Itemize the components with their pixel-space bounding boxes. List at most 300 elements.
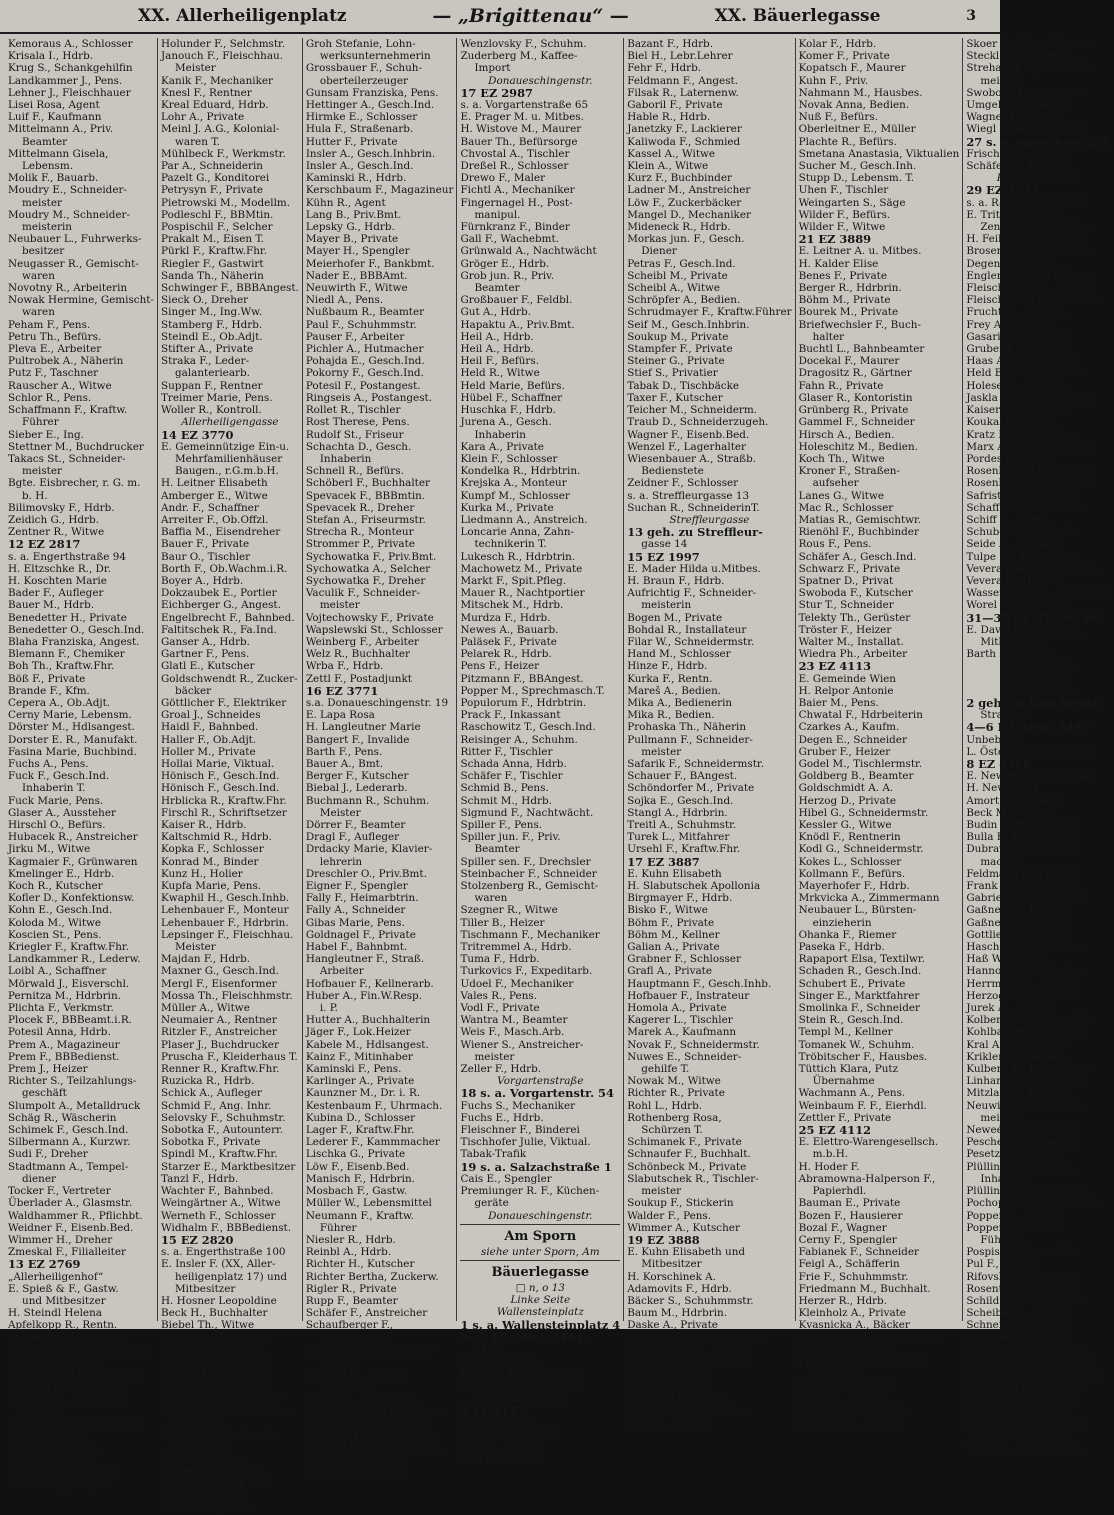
entry-continuation: Inhaberin [319, 1380, 372, 1393]
resident-entry: Gasarik M., Private [966, 330, 1069, 343]
entry-continuation: meister [641, 1185, 682, 1198]
resident-entry: Kupfa Marie, Pens. [161, 880, 262, 893]
resident-entry: Fahn R., Private [798, 379, 884, 392]
resident-entry: Bilimovsky F., Hdrb. [8, 501, 115, 514]
resident-entry: Schröpfer A., Bedien. [627, 294, 741, 307]
resident-entry: Premiunger R. F., Küchen- [460, 1185, 600, 1198]
resident-entry: Schubert E., Private [798, 977, 906, 990]
resident-entry: Rifovsky M., Lagerist [966, 1270, 1079, 1283]
resident-entry: Wenzlovsky F., Schuhm. [460, 38, 587, 50]
resident-entry: Friedmann M., Buchhalt. [798, 1282, 931, 1295]
resident-entry: Pullmann F., Schneider- [627, 733, 753, 746]
resident-entry: Haß W., Privat [966, 953, 1043, 966]
resident-entry: Mareš A., Bedien. [627, 684, 722, 697]
resident-entry: Kriegler F., Kraftw.Fhr. [8, 941, 130, 954]
resident-entry: Grünberg R., Private [798, 404, 909, 417]
entry-continuation: Straße 1 [980, 709, 1026, 722]
resident-entry: Gruber F., Heizer [798, 745, 891, 758]
page-header [0, 0, 1000, 34]
entry-continuation: Inhaberin [319, 452, 372, 465]
resident-entry: Degen E., Schneider [798, 733, 907, 746]
resident-entry: Pordes R., Witwe [966, 452, 1057, 465]
resident-entry: Spiller F., Pens. [460, 819, 543, 831]
resident-entry: Gammel F., Schneider [798, 416, 915, 429]
column-2 [157, 38, 302, 1515]
resident-entry: Holeschitz M., Bedien. [798, 440, 918, 453]
resident-entry: Smolinka F., Schneider [798, 1002, 920, 1015]
entry-continuation: Inhaberin [175, 1441, 227, 1454]
resident-entry: Populorum F., Hdrbtrin. [460, 696, 587, 709]
resident-entry: Wenzel F., Lagerhalter [627, 440, 746, 453]
resident-entry: Lohr A., Private [161, 111, 245, 124]
resident-entry: Prem J., Heizer [8, 1063, 88, 1076]
resident-entry: Foltenbauer A., Bedien. [627, 1343, 752, 1356]
resident-entry: Jurena A., Gesch. [460, 416, 552, 429]
resident-entry: Amort R., Arbeiter [966, 794, 1064, 807]
cross-street-label: Donaueschingenstr. [488, 74, 593, 87]
resident-entry: Filar W., Schneidermstr. [627, 635, 755, 648]
resident-entry: Berger F., Kutscher [305, 770, 409, 783]
resident-entry: Prakalt M., Eisen T. [161, 233, 265, 246]
resident-entry: E. Prager M. u. Mitbes. [460, 111, 584, 124]
resident-entry: Bauer F., Private [161, 538, 250, 551]
resident-entry: Bauer M., Hdrb. [8, 599, 95, 612]
resident-entry: Burgkardt H., Angestellt. [8, 1368, 142, 1381]
resident-entry: Weltz H., Hochangest. [966, 1441, 1084, 1454]
resident-entry: Szegner R., Witwe [460, 904, 558, 917]
resident-entry: Kanik F., Mechaniker [161, 74, 273, 87]
resident-entry: Koch Th., Witwe [798, 452, 885, 465]
resident-entry: Groh Stefanie, Lohn- [305, 38, 416, 50]
resident-entry: Widhalm F., BBBedienst. [161, 1221, 292, 1234]
resident-entry: Holeset A., Bedien. [966, 379, 1068, 392]
entry-continuation: heiligenplatz 17) und [175, 1270, 288, 1283]
resident-entry: Moudry E., Schneider- [8, 184, 127, 197]
resident-entry: Koscien St., Pens. [8, 928, 102, 941]
resident-entry: Bozen F., Hausierer [798, 1209, 903, 1222]
resident-entry: Vales R., Pens. [460, 989, 538, 1002]
resident-entry: Insler A., Gesch.Inhbrin. [305, 147, 436, 160]
resident-entry: Kolberger R., Schneider [966, 1014, 1094, 1027]
resident-entry: Engler O., Relig.Lehrer [966, 269, 1090, 282]
resident-entry: Dreschler O., Priv.Bmt. [305, 867, 427, 880]
resident-entry: Dragositz R., Gärtner [798, 367, 912, 380]
resident-entry: Weinbaum F. F., Eierhdl. [798, 1099, 927, 1112]
resident-entry: Schäfer A., Friseur [966, 160, 1067, 173]
resident-entry: Popper M., Sprechmasch.T. [460, 684, 605, 697]
entry-continuation: Import [474, 62, 511, 75]
resident-entry: Haschek F., Schneider [966, 941, 1085, 954]
entry-continuation: geschäft [22, 1087, 67, 1100]
resident-entry: Kawaller R., Hdrb. [627, 1392, 726, 1405]
resident-entry: Benes F., Private [798, 269, 888, 282]
resident-entry: Benedetter H., Private [8, 611, 127, 624]
resident-entry: Schram E., Gesch. [305, 1368, 403, 1381]
resident-entry: Gaboril F., Private [627, 99, 723, 112]
resident-entry: Mika A., Bedienerin [627, 696, 733, 709]
entry-continuation: Führer [22, 416, 59, 429]
resident-entry: Novotny R., Arbeiterin [8, 282, 128, 295]
resident-entry: Gottlieb B., Private [966, 928, 1068, 941]
resident-entry: Herzog D., Private [798, 794, 896, 807]
resident-entry: Lepsinger F., Fleischhau. [161, 928, 294, 941]
resident-entry: Raschowitz T., Gesch.Ind. [460, 721, 596, 734]
resident-entry: E. Lapa Rosa [305, 709, 375, 722]
column-4 [456, 38, 623, 1465]
resident-entry: Ruzicka R., Hdrb. [161, 1075, 255, 1088]
resident-entry: Fuchs A., Pens. [8, 757, 89, 770]
resident-entry: Sigmund F., Nachtwächt. [460, 806, 594, 819]
resident-entry: Molik F., Bauarb. [8, 172, 99, 185]
resident-entry: Schaufberger F., [305, 1319, 394, 1332]
resident-entry: Straka F., Leder- [161, 355, 250, 368]
entry-continuation: waren [22, 269, 55, 282]
resident-entry: Vevera F., Tischler [966, 574, 1064, 587]
resident-entry: Stefan A., Friseurmstr. [305, 513, 426, 526]
resident-entry: Spatner D., Privat [798, 574, 894, 587]
resident-entry: Held R., Witwe [460, 367, 540, 380]
entry-continuation: Fleischhauer [319, 1331, 389, 1344]
resident-entry: Koch R., Kutscher [8, 880, 103, 893]
resident-entry: Pais W., Buchm. [460, 1440, 544, 1453]
resident-entry: Neubauer L., Fuhrwerks- [8, 233, 142, 246]
resident-entry: Biel H., Lebr.Lehrer [627, 50, 733, 63]
resident-entry: Grünwald A., Nachtwächt [460, 245, 597, 258]
entry-continuation: aufseher [812, 477, 859, 490]
resident-entry: H. Eltzschke R., Dr. [8, 562, 112, 575]
resident-entry: Tröster F., Heizer [798, 623, 892, 636]
resident-entry: Selovsky F., Schuhmstr. [161, 1111, 286, 1124]
resident-entry: E. Gemeinde Wien [798, 672, 897, 685]
resident-entry: Walder F., Pens. [627, 1209, 712, 1222]
resident-entry: Wagner F., Eisenb.Bed. [627, 428, 750, 441]
resident-entry: Rauscher A., Witwe [8, 379, 112, 392]
resident-entry: Neumann F., Kraftw. [305, 1209, 414, 1222]
resident-entry: Plachte R., Befürs. [798, 135, 897, 148]
resident-entry: E. Kuhn Elisabeth [627, 867, 722, 880]
entry-continuation: i. P. [319, 1002, 338, 1015]
resident-entry: Knödl F., Rentnerin [798, 831, 901, 844]
resident-entry: Kubina D., Schlosser [305, 1111, 416, 1124]
resident-entry: Sellinger G., Schlosser [305, 1416, 426, 1429]
resident-entry: Sieber E., Ing. [8, 428, 84, 441]
resident-entry: Thonert F., Tischler [966, 1429, 1070, 1442]
resident-entry: Putz F., Taschner [8, 367, 99, 380]
cross-street-label: □ n, o 13 [515, 1281, 565, 1294]
resident-entry: Kühn R., Agent [305, 196, 386, 209]
resident-entry: Wachter F., Bahnbed. [161, 1185, 274, 1198]
resident-entry: H. Koschten Marie [8, 574, 107, 587]
resident-entry: Kassel A., Witwe [627, 147, 716, 160]
resident-entry: Swoboda P., Schneider [966, 1416, 1086, 1429]
resident-entry: s. a. Vorgartenstraße 65 [460, 99, 589, 112]
resident-entry: Kuhn F., Priv. [798, 74, 869, 87]
entry-continuation: meister [474, 1050, 515, 1063]
street-section-title: Bäuerlegasse [491, 1264, 590, 1280]
resident-entry: Dragl F., Aufleger [305, 831, 400, 844]
resident-entry: Unbebaut [966, 733, 1019, 746]
resident-entry: Stangl A., Hdrbrin. [627, 806, 728, 819]
resident-entry: Peschek F., Bürochef [966, 1136, 1077, 1149]
house-number-entry: 12 EZ 2817 [8, 537, 81, 552]
resident-entry: Sychowatka A., Selcher [305, 562, 431, 575]
resident-entry: Vaculik F., Schneider- [305, 587, 420, 600]
entry-continuation: einzieherin [812, 916, 872, 929]
resident-entry: Rous F., Pens. [798, 538, 872, 551]
resident-entry: Neweény R., Beamtin [966, 1124, 1081, 1137]
resident-entry: Fürnkranz F., Binder [460, 221, 570, 234]
resident-entry: Swoboda F., Kürschner [966, 86, 1088, 99]
entry-continuation: waren [22, 306, 55, 319]
resident-entry: Erti R., Kellner [161, 1453, 241, 1466]
resident-entry: Petrysyn F., Private [161, 184, 264, 197]
resident-entry: Podleschl F., BBMtin. [161, 208, 274, 221]
resident-entry: Mika R., Bedien. [627, 709, 715, 722]
resident-entry: Scheibl A., Witwe [627, 282, 721, 295]
resident-entry: Pichler A., Witwe [798, 1343, 890, 1356]
resident-entry: Schrudmayer F., Kraftw.Führer [627, 306, 792, 319]
resident-entry: Swoboda F., Kutscher [798, 587, 913, 600]
resident-entry: Grabner F., Schlosser [627, 953, 741, 966]
resident-entry: Schlor R., Pens. [8, 391, 92, 404]
resident-entry: Degen R., Witwe [966, 257, 1055, 270]
resident-entry: Treitl A., Schuhmstr. [627, 819, 737, 831]
resident-entry: Homola A., Private [627, 1002, 727, 1015]
resident-entry: Peham F., Pens. [8, 318, 91, 331]
resident-entry: Benedetter O., Gesch.Ind. [8, 623, 145, 636]
resident-entry: Rapaport Elsa, Textilwr. [798, 953, 926, 966]
resident-entry: Stampfer F., Private [627, 343, 733, 356]
resident-entry: Hannold F., Hdrbeiter [966, 965, 1083, 978]
resident-entry: H. Korschinek A. [627, 1270, 716, 1283]
resident-entry: Schäg R., Wäscherin [8, 1111, 117, 1124]
house-number-entry: 29 EZ 1533 [966, 183, 1039, 198]
resident-entry: Tuma F., Hdrb. [460, 953, 540, 966]
resident-entry: Pokorny F., Gesch.Ind. [305, 367, 424, 380]
resident-entry: Bauer A., Bmt. [305, 757, 384, 770]
resident-entry: Hofbauer F., Instrateur [627, 989, 750, 1002]
house-number-entry: 19 s. a. Salzachstraße 1 [460, 1159, 612, 1174]
resident-entry: Wimmer A., Kutscher [627, 1221, 740, 1234]
entry-continuation: bäcker [175, 684, 212, 697]
resident-entry: Wiedra Ph., Arbeiter [798, 648, 908, 661]
resident-entry: Heil F., Befürs. [460, 355, 540, 368]
resident-entry: Silbermann A., Kurzwr. [8, 1136, 131, 1149]
resident-entry: Kagerer L., Tischler [627, 1014, 733, 1027]
resident-entry: Pultrobek A., Näherin [8, 355, 124, 368]
entry-continuation: Papierhdl. [812, 1185, 867, 1198]
resident-entry: Hapaktu A., Priv.Bmt. [460, 318, 575, 331]
resident-entry: Kabele M., Hdlsangest. [305, 1038, 429, 1051]
resident-entry: Steinbacher F., Schneider [460, 867, 597, 880]
resident-entry: Pais F., Tischler [460, 1452, 544, 1465]
house-number-entry: 2 geh. zu Karl Meißl- [966, 695, 1102, 710]
entry-continuation: manipul. [474, 208, 521, 221]
resident-entry: Böhm M., Kellner [627, 928, 720, 941]
entry-continuation: meisterin [22, 221, 72, 234]
resident-entry: Wachmann A., Pens. [798, 1087, 906, 1100]
resident-entry: Brande F., Kfm. [8, 684, 90, 697]
resident-entry: E. Neweény Magdalena [966, 770, 1092, 783]
resident-entry: Barth F., Pens. [305, 745, 383, 758]
resident-entry: Vodl F., Private [460, 1002, 540, 1015]
resident-entry: Plocek F., BBBeamt.i.R. [8, 1014, 132, 1027]
resident-entry: Göttlicher St., Gastwirt [627, 1355, 751, 1368]
resident-entry: Plüllinger S., Kontorist [966, 1185, 1087, 1198]
resident-entry: Hable R., Hdrb. [627, 111, 711, 124]
resident-entry: Kagmaier F., Grünwaren [8, 855, 138, 868]
resident-entry: Mayer H., Spengler [305, 245, 410, 258]
resident-entry: Welz R., Buchhalter [305, 648, 410, 661]
resident-entry: Dubravsky F., Schuh- [966, 843, 1078, 856]
resident-entry: Sobotka F., Autounterr. [161, 1124, 284, 1137]
resident-entry: Richter H., Kutscher [305, 1258, 415, 1271]
resident-entry: Gröger E., Hdrb. [460, 257, 550, 270]
resident-entry: Ritter F., Tischler [460, 745, 553, 758]
resident-entry: Mergl F., Eisenformer [161, 977, 277, 990]
resident-entry: H. Slabutschek Apollonia [627, 880, 761, 893]
resident-entry: Abramowna-Halperson F., [798, 1172, 936, 1185]
resident-entry: Drewo F., Maler [460, 172, 546, 185]
resident-entry: Nuwes E., Schneider- [627, 1050, 742, 1063]
resident-entry: Walter M., Installat. [798, 635, 904, 648]
resident-entry: Traub D., Schneiderzugeh. [627, 416, 769, 429]
entry-continuation: geräte [474, 1197, 509, 1210]
resident-entry: Steckl F., Pflasterer [966, 50, 1070, 63]
resident-entry: Murdza F., Hdrb. [460, 611, 551, 624]
resident-entry: Gut A., Hdrb. [460, 306, 531, 319]
resident-entry: Rettinger Emilie, Buch- [460, 1379, 585, 1392]
house-number-entry: 3—7 EZ 2493, 2494, [460, 1329, 588, 1344]
resident-entry: Kaliwoda F., Schmied [627, 135, 741, 148]
resident-entry: Mitzlaff R., Private [966, 1087, 1066, 1100]
resident-entry: Mitschek M., Hdrb. [460, 599, 564, 612]
cross-street-label: Streffleurgasse [669, 513, 750, 526]
resident-entry: Kreal Eduard, Hdrb. [161, 99, 269, 112]
entry-continuation: Schürzen T. [641, 1124, 703, 1137]
resident-entry: Steindl E., Ob.Adjt. [161, 330, 263, 343]
resident-entry: Kurz F., Buchbinder [627, 172, 732, 185]
resident-entry: Fleischmann R., Kutscher [966, 294, 1102, 307]
resident-entry: Frie F., Schuhmmstr. [798, 1270, 909, 1283]
resident-entry: Renner R., Kraftw.Fhr. [161, 1063, 280, 1076]
resident-entry: Majdan F., Hdrb. [161, 953, 251, 966]
entry-continuation: diener [22, 1172, 56, 1185]
house-number-entry: 25 EZ 4112 [798, 1123, 872, 1138]
house-number-entry: 17 EZ 3887 [627, 854, 700, 869]
resident-entry: Bisko F., Witwe [627, 904, 708, 917]
resident-entry: Weingarten S., Säge [798, 196, 906, 209]
resident-entry: Klein A., Witwe [627, 160, 709, 173]
resident-entry: H. Boyd F., Witwe [460, 1428, 555, 1441]
resident-entry: Mittelmann A., Priv. [8, 123, 114, 136]
resident-entry: Huber A., Fin.W.Resp. [305, 989, 423, 1002]
resident-entry: Kondelka R., Hdrbtrin. [460, 465, 581, 478]
resident-entry: Krisala I., Hdrb. [8, 50, 94, 63]
resident-entry: Burger F., Schneider [161, 1368, 271, 1381]
resident-entry: Kuhl R., Private [627, 1416, 711, 1429]
resident-entry: Buchmann R., Schuhm. [305, 794, 430, 807]
entry-continuation: lehrerin [319, 855, 363, 868]
resident-entry: Rupp F., Beamter [305, 1294, 398, 1307]
entry-continuation: binderarbeiterin [474, 1391, 562, 1404]
resident-entry: Strommer P., Private [305, 538, 415, 551]
resident-entry: Haller F., Ob.Adjt. [161, 733, 257, 746]
resident-entry: Jaskla A., Schuhmacher [966, 391, 1092, 404]
resident-entry: Spendhofer R., Anstreich. [966, 1368, 1103, 1381]
resident-entry: Gaßner R., Tischler [966, 916, 1070, 929]
resident-entry: Zacek A., Büglerin [305, 1465, 404, 1478]
resident-entry: Habel F., Bahnbmt. [305, 941, 408, 954]
resident-entry: Baffia M., Eisendreher [161, 526, 281, 539]
resident-entry: Bohdal R., Installateur [627, 623, 747, 636]
resident-entry: H. Neweény J. [966, 782, 1041, 795]
resident-entry: Schmid F., Ang. Inhr. [161, 1099, 272, 1112]
resident-entry: Taxer F., Kutscher [627, 391, 723, 404]
resident-entry: Ohanka F., Riemer [798, 928, 897, 941]
resident-entry: Blaschke B., Witwe [161, 1343, 263, 1356]
resident-entry: Bgte. Eisbrecher, r. G. m. [8, 477, 141, 490]
resident-entry: Steiner G., Private [627, 355, 725, 368]
resident-entry: Schöm R., Gesch.Ind. [305, 1392, 419, 1405]
resident-entry: Stein R., Gesch.Ind. [798, 1014, 904, 1027]
entry-continuation: Meister [175, 941, 216, 954]
resident-entry: Feigl A., Schäfferin [798, 1258, 900, 1271]
resident-entry: Fuck F., Gesch.Ind. [8, 770, 110, 783]
resident-entry: Schild R., Anstreicher [966, 1294, 1083, 1307]
resident-entry: Reinbl A., Hdrb. [305, 1246, 392, 1259]
entry-continuation: Inhaberin [980, 1172, 1032, 1185]
resident-entry: Fichtl A., Mechaniker [460, 184, 575, 197]
resident-entry: Kaminski R., Hdrb. [305, 172, 407, 185]
resident-entry: Lehenbauer F., Hdrbrin. [161, 916, 289, 929]
entry-continuation: meister [22, 196, 62, 209]
resident-entry: Lepsky G., Hdrb. [305, 221, 395, 234]
resident-entry: H. Leitner Elisabeth [161, 477, 268, 490]
resident-entry: Pens F., Heizer [460, 660, 540, 673]
resident-entry: Zeidich G., Hdrb. [8, 513, 99, 526]
resident-entry: Koloda M., Witwe [8, 916, 102, 929]
resident-entry: Waldhammer R., Pflichbt. [8, 1209, 143, 1222]
resident-entry: Schneider L., Pens. [966, 1319, 1068, 1332]
resident-entry: Haas A., Hdrbeiterin [966, 355, 1076, 368]
resident-entry: Hubacek R., Anstreicher [8, 831, 138, 844]
resident-entry: Kestenbaum F., Uhrmach. [305, 1099, 443, 1112]
resident-entry: Schaden R., Gesch.Ind. [798, 965, 922, 978]
resident-entry: Bangert F., Invalide [305, 733, 410, 746]
resident-entry: Tomanek W., Schuhm. [798, 1038, 915, 1051]
resident-entry: Bourek M., Private [798, 306, 899, 319]
header-right-street: XX. Bäuerlegasse [714, 6, 881, 26]
resident-entry: Ritzler F., Anstreicher [161, 1026, 277, 1039]
resident-entry: Cerny F., Spengler [798, 1233, 897, 1246]
resident-entry: Kulberg R., Hutmacher [966, 1063, 1089, 1076]
column-6 [795, 38, 963, 1429]
resident-entry: Endl A., Hdrbrin. [8, 1441, 99, 1454]
resident-entry: Pospisil F., Journalist [966, 1246, 1077, 1259]
resident-entry: E. Insler F. (XX, Aller- [161, 1258, 276, 1271]
resident-entry: Fleischner F., Binderei [460, 1124, 580, 1137]
resident-entry: Stupp D., Lebensm. T. [798, 172, 915, 185]
resident-entry: Kaunzner M., Dr. i. R. [305, 1087, 421, 1100]
resident-entry: Neuwirth F., Witwe [305, 282, 408, 295]
resident-entry: Kvasnicka A., Bäcker [798, 1319, 910, 1332]
resident-entry: Zuderberg M., Kaffee- [460, 50, 578, 63]
resident-entry: Schauer F., BAngest. [627, 770, 738, 783]
resident-entry: Tritremmel A., Hdrb. [460, 941, 572, 954]
resident-entry: Kaiser R., Hdrb. [161, 819, 247, 831]
house-number-entry: 23 EZ 4113 [798, 659, 872, 674]
